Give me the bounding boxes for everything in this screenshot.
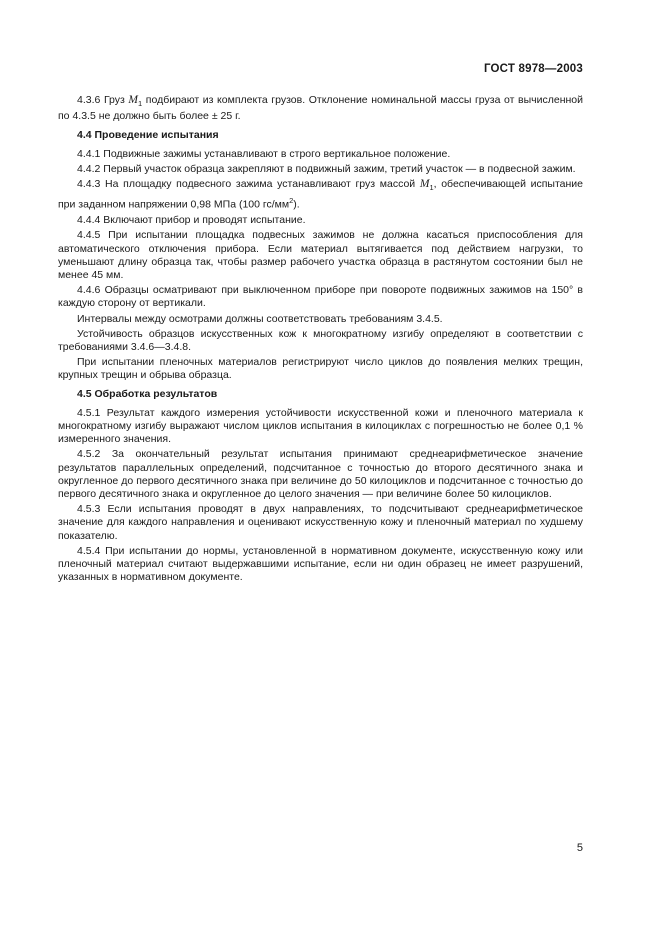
paragraph-4-4-3: 4.4.3 На площадку подвесного зажима устанавливают груз массой $M_1$, обеспечивающей испытание при заданном напряжении 0,98 МПа (100 $гс/мм^2$). <box>58 178 584 211</box>
paragraph-4-4-1: 4.4.1 Подвижные зажимы устанавливают в строго вертикальное положение. <box>77 147 451 160</box>
section-heading-4-4: 4.4 Проведение испытания <box>77 128 219 141</box>
document-header: ГОСТ 8978—2003 <box>483 63 583 75</box>
paragraph-4-4-5: 4.4.5 При испытании площадка подвесных зажимов не должна касаться приспособления для автоматического отключения прибора. Если материал вытягивается под действием нагрузки, то уменьшают длину образца так, чтобы размер рабочего участка образца в растянутом состоянии был не менее 45 мм. <box>58 229 583 281</box>
variable-m: M <box>419 178 430 191</box>
document-body <box>58 94 583 586</box>
paragraph-4-4-4: 4.4.4 Включают прибор и проводят испытание. <box>77 214 306 227</box>
paragraph-4-5-4: 4.5.4 При испытании до нормы, установленной в нормативном документе, искусственную кожу или пленочный материал считают выдержавшими испытание, если ни один образец не имеет разрушений, указанных в нормативном документе. <box>58 544 583 584</box>
section-heading-4-5: 4.5 Обработка результатов <box>77 387 218 400</box>
paragraph-4-5-2: 4.5.2 За окончательный результат испытания принимают среднеарифметическое значение результатов параллельных определений, подсчитанное с точностью до второго десятичного знака и округленное до первого десятичного знака при величине до 50 килоциклов и подсчитанное с точностью до первого десятичного знака и округленное до целого значения — при величине более 50 килоциклов. <box>58 448 583 500</box>
paragraph-4-4-2: 4.4.2 Первый участок образца закрепляют в подвижный зажим, третий участок — в подвесной зажим. <box>77 162 576 175</box>
paragraph-stability: Устойчивость образцов искусственных кож к многократному изгибу определяют в соответствии с требованиями 3.4.6—3.4.8. <box>58 327 583 353</box>
paragraph-4-4-6: 4.4.6 Образцы осматривают при выключенном приборе при повороте подвижных зажимов на 150° в каждую сторону от вертикали. <box>58 284 583 310</box>
paragraph-4-5-3: 4.5.3 Если испытания проводят в двух направлениях, то подсчитывают среднеарифметическое значение для каждого направления и оценивают искусственную кожу и пленочный материал по худшему показателю. <box>58 503 583 542</box>
paragraph-4-3-6: 4.3.6 Груз $M_1$ подбирают из комплекта грузов. Отклонение номинальной массы груза от вычисленной по 4.3.5 не должно быть более ± 25 г. <box>58 94 583 123</box>
paragraph-film-materials: При испытании пленочных материалов регистрируют число циклов до появления мелких трещин, крупных трещин и обрыва образца. <box>58 356 583 382</box>
variable-m: M <box>128 94 139 106</box>
paragraph-4-5-1: 4.5.1 Результат каждого измерения устойчивости искусственной кожи и пленочного материала к многократному изгибу выражают числом циклов испытания в килоциклах с погрешностью не более 0,1 % измеренного значения. <box>58 406 583 446</box>
paragraph-intervals: Интервалы между осмотрами должны соответствовать требованиям 3.4.5. <box>77 312 443 325</box>
page-number: 5 <box>576 842 583 854</box>
